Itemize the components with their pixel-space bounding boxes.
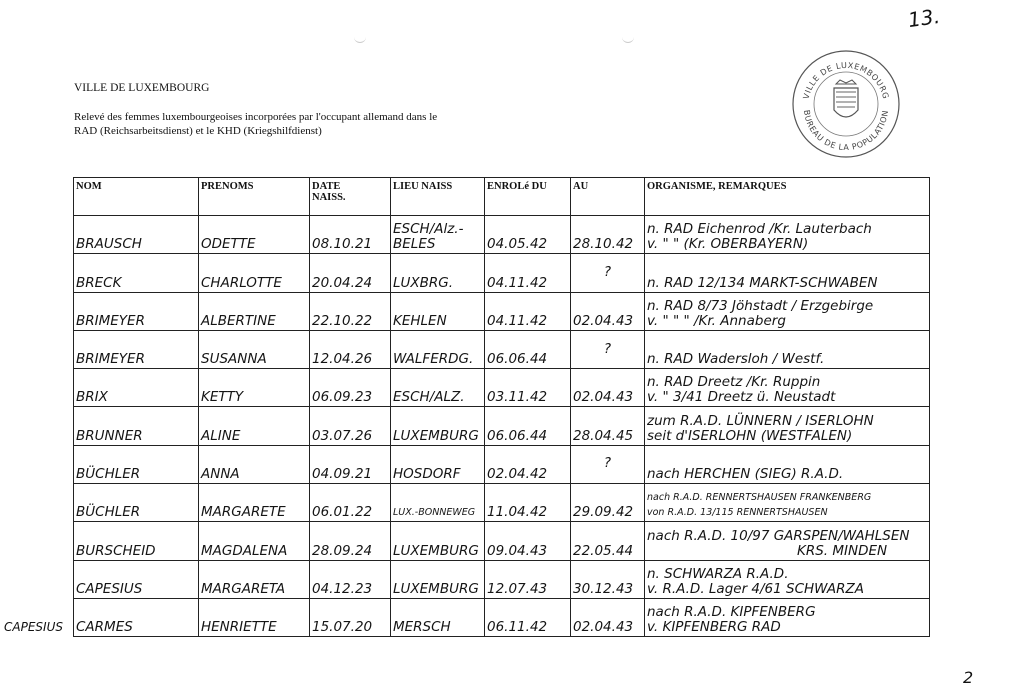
cell-prenoms: MARGARETA <box>199 560 310 598</box>
svg-text:BUREAU DE LA POPULATION <box>802 109 890 152</box>
cell-remarques: n. RAD Wadersloh / Westf. <box>645 330 930 368</box>
cell-enrole: 11.04.42 <box>485 484 571 522</box>
cell-date: 04.09.21 <box>310 445 391 483</box>
cell-remarques: n. RAD 8/73 Jöhstadt / Erzgebirge v. " " " /Kr. Annaberg <box>645 292 930 330</box>
cell-enrole: 12.07.43 <box>485 560 571 598</box>
cell-prenoms: SUSANNA <box>199 330 310 368</box>
cell-enrole: 06.06.44 <box>485 330 571 368</box>
table-row <box>74 254 930 292</box>
cell-au: ? <box>571 330 645 368</box>
document-description-line2: RAD (Reichsarbeitsdienst) et le KHD (Kriegshilfdienst) <box>74 125 322 137</box>
cell-date: 20.04.24 <box>310 254 391 292</box>
column-header-date-naiss: DATE NAISS. <box>310 178 391 216</box>
cell-prenoms: HENRIETTE <box>199 598 310 636</box>
cell-lieu: LUXEMBURG <box>391 522 485 560</box>
cell-date: 15.07.20 <box>310 598 391 636</box>
cell-au: 28.04.45 <box>571 407 645 445</box>
cell-date: 04.12.23 <box>310 560 391 598</box>
page-number: 13. <box>906 3 942 33</box>
cell-nom: BÜCHLER <box>74 445 199 483</box>
cell-enrole: 04.11.42 <box>485 254 571 292</box>
cell-date: 06.09.23 <box>310 369 391 407</box>
cell-prenoms: ALBERTINE <box>199 292 310 330</box>
cell-au: 02.04.43 <box>571 598 645 636</box>
table-row <box>74 330 930 368</box>
cell-remarques: n. RAD 12/134 MARKT-SCHWABEN <box>645 254 930 292</box>
cell-lieu: LUXEMBURG <box>391 407 485 445</box>
stamp-bottom-text: BUREAU DE LA POPULATION <box>801 109 891 153</box>
cell-au: 22.05.44 <box>571 522 645 560</box>
cell-nom: BRIX <box>74 369 199 407</box>
cell-au: 02.04.43 <box>571 292 645 330</box>
cell-lieu: ESCH/ALZ. <box>391 369 485 407</box>
cell-enrole: 04.11.42 <box>485 292 571 330</box>
official-stamp-seal <box>790 48 902 160</box>
cell-enrole: 09.04.43 <box>485 522 571 560</box>
coat-of-arms-icon <box>834 80 858 117</box>
cell-date: 08.10.21 <box>310 216 391 254</box>
cell-prenoms: CHARLOTTE <box>199 254 310 292</box>
cell-enrole: 02.04.42 <box>485 445 571 483</box>
cell-prenoms: MAGDALENA <box>199 522 310 560</box>
register-table <box>73 177 930 637</box>
table-row <box>74 369 930 407</box>
cell-lieu: LUX.-BONNEWEG <box>391 484 485 522</box>
cell-au: 30.12.43 <box>571 560 645 598</box>
cell-enrole: 04.05.42 <box>485 216 571 254</box>
cell-lieu: HOSDORF <box>391 445 485 483</box>
column-header-lieu-naiss: LIEU NAISS <box>391 178 485 216</box>
punch-hole-mark <box>354 36 366 43</box>
table-row <box>74 407 930 445</box>
cell-au: ? <box>571 254 645 292</box>
cell-nom: CARMES <box>74 598 199 636</box>
cell-prenoms: KETTY <box>199 369 310 407</box>
cell-lieu: LUXEMBURG <box>391 560 485 598</box>
cell-au: 02.04.43 <box>571 369 645 407</box>
cell-nom: BRIMEYER <box>74 292 199 330</box>
cell-date: 12.04.26 <box>310 330 391 368</box>
table-row <box>74 216 930 254</box>
cell-remarques: nach R.A.D. KIPFENBERG v. KIPFENBERG RAD <box>645 598 930 636</box>
svg-text:VILLE DE LUXEMBOURG <box>802 61 891 100</box>
cell-lieu: ESCH/Alz.- BELES <box>391 216 485 254</box>
cell-remarques: nach R.A.D. 10/97 GARSPEN/WAHLSEN KRS. MINDEN <box>645 522 930 560</box>
cell-remarques: n. RAD Dreetz /Kr. Ruppin v. " 3/41 Dreetz ü. Neustadt <box>645 369 930 407</box>
cell-nom: BURSCHEID <box>74 522 199 560</box>
cell-nom: BRIMEYER <box>74 330 199 368</box>
margin-annotation: CAPESIUS <box>4 620 63 634</box>
cell-remarques: nach R.A.D. RENNERTSHAUSEN FRANKENBERG von R.A.D. 13/115 RENNERTSHAUSEN <box>645 484 930 522</box>
cell-prenoms: ODETTE <box>199 216 310 254</box>
column-header-organisme: ORGANISME, REMARQUES <box>645 178 930 216</box>
cell-lieu: WALFERDG. <box>391 330 485 368</box>
cell-remarques: nach HERCHEN (SIEG) R.A.D. <box>645 445 930 483</box>
corner-mark: 2 <box>963 668 974 687</box>
stamp-top-text: VILLE DE LUXEMBOURG <box>801 60 891 101</box>
table-row <box>74 560 930 598</box>
cell-nom: BRAUSCH <box>74 216 199 254</box>
column-header-nom: NOM <box>74 178 199 216</box>
cell-nom: BÜCHLER <box>74 484 199 522</box>
cell-nom: BRECK <box>74 254 199 292</box>
cell-lieu: MERSCH <box>391 598 485 636</box>
column-header-enrole-du: ENROLé DU <box>485 178 571 216</box>
table-row <box>74 484 930 522</box>
column-header-au: AU <box>571 178 645 216</box>
cell-au: 29.09.42 <box>571 484 645 522</box>
table-row <box>74 598 930 636</box>
table-header-row <box>74 178 930 216</box>
document-description: Relevé des femmes luxembourgeoises incorporées par l'occupant allemand dans le <box>74 111 438 123</box>
cell-prenoms: ALINE <box>199 407 310 445</box>
cell-prenoms: ANNA <box>199 445 310 483</box>
cell-remarques: n. SCHWARZA R.A.D. v. R.A.D. Lager 4/61 SCHWARZA <box>645 560 930 598</box>
cell-date: 28.09.24 <box>310 522 391 560</box>
punch-hole-mark <box>622 36 634 43</box>
table-row <box>74 292 930 330</box>
table-row <box>74 522 930 560</box>
cell-enrole: 03.11.42 <box>485 369 571 407</box>
cell-remarques: zum R.A.D. LÜNNERN / ISERLOHN seit d'ISERLOHN (WESTFALEN) <box>645 407 930 445</box>
cell-date: 03.07.26 <box>310 407 391 445</box>
cell-lieu: LUXBRG. <box>391 254 485 292</box>
cell-prenoms: MARGARETE <box>199 484 310 522</box>
table-row <box>74 445 930 483</box>
cell-date: 22.10.22 <box>310 292 391 330</box>
cell-remarques: n. RAD Eichenrod /Kr. Lauterbach v. " " (Kr. OBERBAYERN) <box>645 216 930 254</box>
cell-au: 28.10.42 <box>571 216 645 254</box>
cell-lieu: KEHLEN <box>391 292 485 330</box>
cell-nom: CAPESIUS <box>74 560 199 598</box>
city-header: VILLE DE LUXEMBOURG <box>74 82 210 94</box>
cell-enrole: 06.06.44 <box>485 407 571 445</box>
cell-enrole: 06.11.42 <box>485 598 571 636</box>
cell-date: 06.01.22 <box>310 484 391 522</box>
column-header-prenoms: PRENOMS <box>199 178 310 216</box>
cell-nom: BRUNNER <box>74 407 199 445</box>
cell-au: ? <box>571 445 645 483</box>
